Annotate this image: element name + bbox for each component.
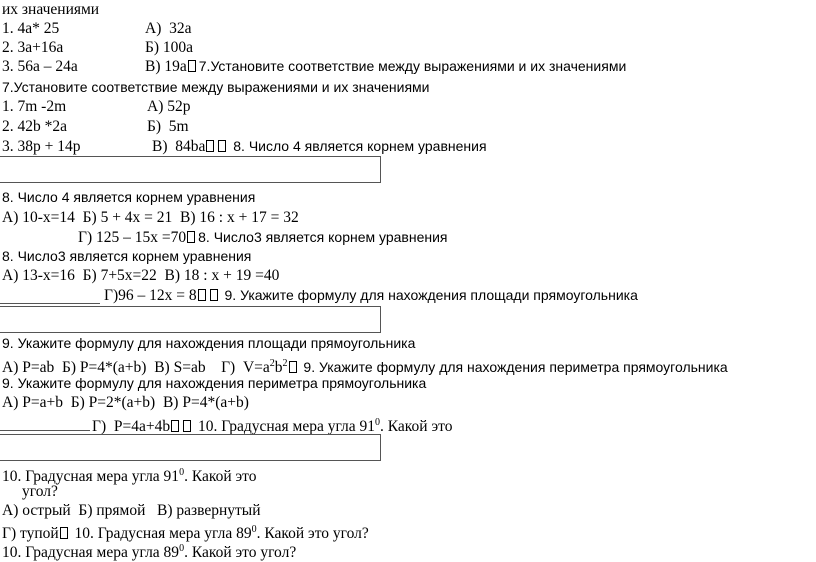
text-line (92, 413, 453, 436)
task-heading: 9. Укажите формулу для нахождения периметра прямоугольника (303, 359, 728, 376)
equation-options: А) 10-х=14 Б) 5 + 4х = 21 В) 16 : х + 17 = 32 (2, 209, 299, 226)
text-line (2, 501, 261, 520)
answer: Б) 100а (145, 39, 194, 56)
text-line (22, 482, 58, 501)
task-heading: 9. Укажите формулу для нахождения площади прямоугольника (224, 287, 638, 303)
expression: 1. 4a* 25 (2, 20, 60, 37)
task-heading: 8. Число3 является корнем уравнения (198, 229, 448, 245)
text-line (2, 520, 369, 543)
missing-glyph-icon (171, 420, 179, 432)
equation-option: Г)96 – 12х = 8 (104, 287, 197, 304)
superscript: 0 (179, 543, 185, 554)
answer: В) 19а (145, 58, 187, 75)
task-heading: 7.Установите соответствие между выражениями и их значениями (198, 58, 627, 74)
answer-box (0, 306, 381, 333)
text-line (2, 57, 626, 76)
text-line (2, 97, 190, 116)
equation-options: А) 13-х=16 Б) 7+5х=22 В) 18 : х + 19 =40 (2, 267, 280, 284)
text-line (2, 374, 426, 393)
task-heading: 8. Число3 является корнем уравнения (2, 248, 252, 264)
divider-line (0, 430, 90, 431)
text-line (2, 266, 279, 285)
missing-glyph-icon (218, 140, 226, 152)
missing-glyph-icon (60, 527, 68, 539)
superscript: 2 (282, 358, 288, 369)
missing-glyph-icon (198, 289, 206, 301)
task-heading: 8. Число 4 является корнем уравнения (233, 138, 487, 154)
superscript: 0 (251, 524, 257, 535)
task-heading: . Какой это (380, 418, 453, 436)
task-heading: угол? (22, 483, 58, 500)
text-line (2, 78, 430, 97)
answer: Б) 5m (147, 118, 189, 135)
text-line (2, 0, 99, 19)
task-heading: 9. Укажите формулу для нахождения площади прямоугольника (2, 335, 416, 351)
answer: В) 84bа (152, 138, 206, 155)
task-heading: 8. Число 4 является корнем уравнения (2, 189, 256, 205)
angle-options: А) острый Б) прямой В) развернутый (2, 502, 261, 519)
answer-box (0, 156, 381, 183)
text-line (2, 393, 249, 412)
missing-glyph-icon (183, 420, 191, 432)
answer: А) 52р (147, 98, 191, 115)
task-heading: 10. Градусная мера угла 91 (2, 468, 180, 486)
task-heading: . Какой это угол? (256, 525, 369, 543)
divider-line (0, 303, 100, 304)
text-line (2, 463, 257, 486)
text-line (2, 208, 299, 227)
task-heading: 10. Градусная мера угла 91 (197, 418, 376, 436)
text-line (2, 19, 192, 38)
text-line (2, 334, 415, 353)
text-line (2, 188, 255, 207)
task-heading: 7.Установите соответствие между выражениями и их значениями (2, 79, 430, 95)
expression: 2. 42b *2a (2, 118, 68, 135)
text-line (2, 117, 189, 136)
answer-box (0, 434, 381, 461)
task-heading: . Какой это (184, 468, 257, 486)
text-line (2, 539, 297, 562)
text-line (104, 286, 638, 305)
superscript: 0 (179, 467, 185, 478)
superscript: 0 (375, 417, 381, 428)
line-text: их значениями (2, 1, 100, 18)
task-heading: . Какой это угол? (184, 544, 297, 562)
task-heading: 10. Градусная мера угла 89 (2, 544, 180, 562)
answer: А) 32а (145, 20, 192, 37)
expression: 2. 3a+16a (2, 39, 64, 56)
text-line (2, 137, 487, 156)
missing-glyph-icon (187, 231, 195, 243)
missing-glyph-icon (188, 60, 196, 72)
task-heading: 9. Укажите формулу для нахождения периметра прямоугольника (2, 375, 427, 391)
missing-glyph-icon (210, 289, 218, 301)
equation-option: Г) 125 – 15х =70 (78, 229, 187, 246)
formula-options: А) Р=а+b Б) Р=2*(a+b) В) Р=4*(a+b) (2, 394, 249, 411)
missing-glyph-icon (289, 361, 297, 373)
text-line (78, 228, 448, 247)
expression: 3. 38p + 14p (2, 138, 81, 155)
task-heading: 10. Градусная мера угла 89 (74, 525, 252, 543)
superscript: 2 (269, 358, 275, 369)
formula-options: А) Р=аb Б) Р=4*(a+b) В) S=ab Г) V=a (2, 359, 270, 377)
formula-option: Г) Р=4a+4b (92, 418, 171, 436)
text-line (2, 354, 728, 377)
angle-option: Г) тупой (2, 525, 59, 543)
formula-part: b (274, 359, 283, 377)
expression: 1. 7m -2m (2, 98, 67, 115)
text-line (2, 247, 251, 266)
missing-glyph-icon (206, 140, 214, 152)
text-line (2, 38, 193, 57)
expression: 3. 56a – 24a (2, 58, 78, 75)
